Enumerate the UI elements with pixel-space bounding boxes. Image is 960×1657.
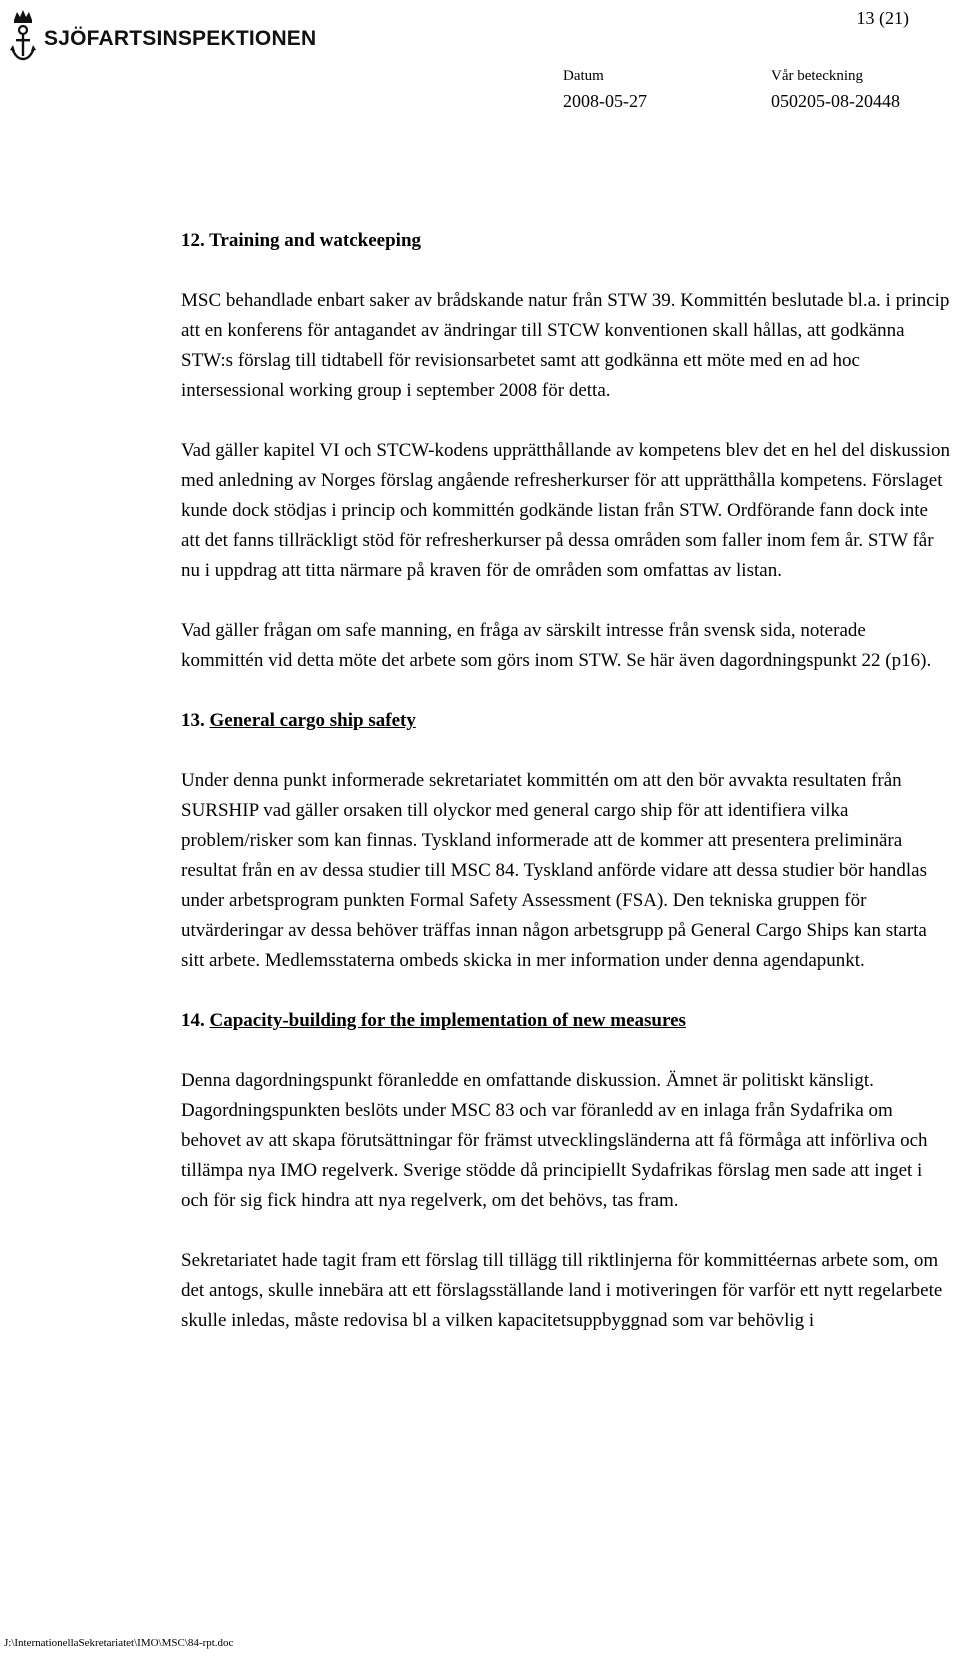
date-label: Datum bbox=[563, 68, 604, 84]
section-13-number: 13. bbox=[181, 710, 205, 731]
section-12-heading: 12. Training and watckeeping bbox=[181, 230, 422, 251]
section-12-paragraph-2: Vad gäller kapitel VI och STCW-kodens upprätthållande av kompetens blev det en hel del diskussion med anledning av Norges förslag angående refresherkurser för att upprätthålla kompetens. Förslaget kunde dock stödjas i princip och kommittén godkände listan från STW. Ordförande fann dock inte att det fanns tillräckligt stöd för refresherkurser på dessa områden som faller inom fem år. STW får nu i uppdrag att titta närmare på kraven för de områden som omfattas av listan. bbox=[181, 440, 950, 581]
crown-anchor-icon bbox=[8, 6, 38, 64]
section-13-title: General cargo ship safety bbox=[209, 710, 416, 731]
section-14-paragraph-2: Sekretariatet hade tagit fram ett förslag till tillägg till riktlinjerna för kommittéernas arbete som, om det antogs, skulle innebära att ett förslagsställande land i motiveringen för varför ett nytt regelarbete skulle inledas, måste redovisa bl a vilken kapacitetsuppbyggnad som var behövlig i bbox=[181, 1250, 943, 1331]
reference-value: 050205-08-20448 bbox=[771, 91, 900, 111]
section-14-title: Capacity-building for the implementation of new measures bbox=[209, 1010, 686, 1031]
section-14-number: 14. bbox=[181, 1010, 205, 1031]
reference-block bbox=[771, 68, 900, 112]
footer-file-path: J:\InternationellaSekretariatet\IMO\MSC\84-rpt.doc bbox=[4, 1637, 234, 1649]
section-14-paragraph-1: Denna dagordningspunkt föranledde en omfattande diskussion. Ämnet är politiskt känsligt. Dagordningspunkten beslöts under MSC 83 och var föranledd av en inlaga från Sydafrika om behovet av att skapa förutsättningar för främst utvecklingsländerna att få förmåga att införliva och tillämpa nya IMO regelverk. Sverige stödde då principiellt Sydafrikas förslag men sade att inget i och för sig fick hindra att nya regelverk, om det behövs, tas fram. bbox=[181, 1070, 928, 1211]
section-13-heading bbox=[181, 706, 951, 736]
organization-name: SJÖFARTSINSPEKTIONEN bbox=[44, 27, 317, 50]
section-13-paragraph-1: Under denna punkt informerade sekretariatet kommittén om att den bör avvakta resultaten från SURSHIP vad gäller orsaken till olyckor med general cargo ship för att identifiera vilka problem/risker som kan finnas. Tyskland informerade att de kommer att presentera preliminära resultat från en av dessa studier till MSC 84. Tyskland anförde vidare att dessa studier bör handlas under arbetsprogram punkten Formal Safety Assessment (FSA). Den tekniska gruppen för utvärderingar av dessa behöver träffas innan någon arbetsgrupp på General Cargo Ships kan starta sitt arbete. Medlemsstaterna ombeds skicka in mer information under denna agendapunkt. bbox=[181, 770, 928, 971]
date-block bbox=[563, 68, 647, 112]
section-14-heading bbox=[181, 1006, 951, 1036]
page-number: 13 (21) bbox=[856, 8, 909, 28]
section-12-paragraph-3: Vad gäller frågan om safe manning, en fråga av särskilt intresse från svensk sida, noterade kommittén vid detta möte det arbete som görs inom STW. Se här även dagordningspunkt 22 (p16). bbox=[181, 620, 932, 671]
document-body bbox=[181, 226, 951, 1336]
header-logo bbox=[8, 6, 316, 64]
section-12-paragraph-1: MSC behandlade enbart saker av brådskande natur från STW 39. Kommittén beslutade bl.a. i princip att en konferens för antagandet av ändringar till STCW konventionen skall hållas, att godkänna STW:s förslag till tidtabell för revisionsarbetet samt att godkänna ett möte med en ad hoc intersessional working group i september 2008 för detta. bbox=[181, 290, 950, 401]
date-value: 2008-05-27 bbox=[563, 91, 647, 111]
reference-label: Vår beteckning bbox=[771, 68, 864, 84]
